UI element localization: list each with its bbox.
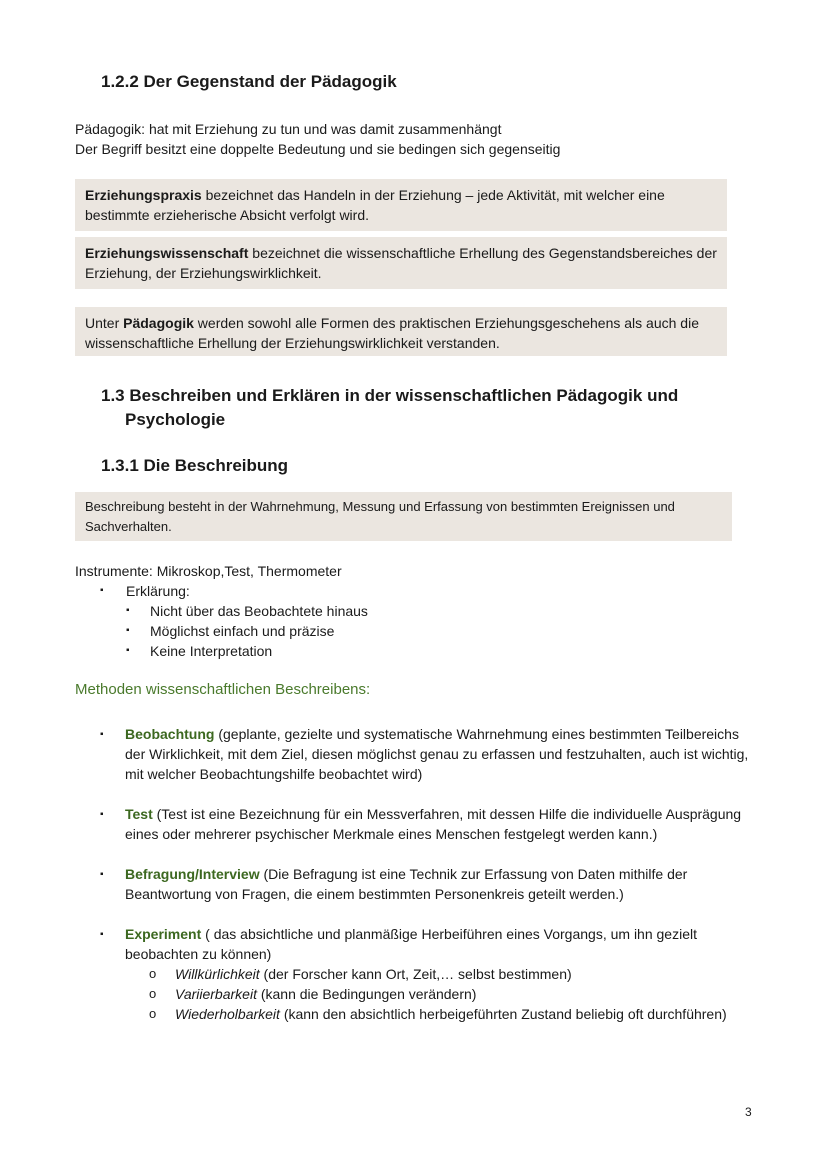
heading-1-3-1: 1.3.1 Die Beschreibung [101,456,289,475]
heading-1-2-2: 1.2.2 Der Gegenstand der Pädagogik [101,72,397,91]
square-bullet-icon: ▪ [100,869,104,880]
circle-bullet-icon: o [149,986,157,1001]
definition-box-erziehungswissenschaft [75,237,727,289]
method-text: (geplante, gezielte und systematische Wahrnehmung eines bestimmten Teilbereichs der Wirklichkeit, mit dem Ziel, diesen möglichst genau zu erfassen und festzuhalten, auch ist wichtig, mit welcher Beobachtungshilfe beobachtet wird) [125,726,749,782]
list-item: o Variierbarkeit (kann die Bedingungen verändern) [149,986,477,1002]
definition-text: bezeichnet die wissenschaftliche Erhellung des Gegenstandsbereiches der Erziehung, der Erziehungswirklichkeit. [85,245,717,281]
definition-prefix: Unter [85,315,124,331]
method-item-beobachtung [100,724,750,784]
square-bullet-icon: ▪ [100,809,104,820]
method-term: Beobachtung [125,726,215,742]
heading-1-3-line-2: Psychologie [125,410,226,429]
experiment-criteria-list [125,964,750,1024]
explanation-list [100,581,368,661]
square-bullet-icon: ▪ [126,605,130,616]
heading-1-3-line-1: 1.3 Beschreiben und Erklären in der wissenschaftlichen Pädagogik und [101,386,679,405]
term-paedagogik: Pädagogik [123,315,194,331]
definition-text: werden sowohl alle Formen des praktischen Erziehungsgeschehens als auch die wissenschaftliche Erhellung der Erziehungswirklichkeit verstanden. [85,315,699,351]
method-item-experiment [100,924,750,1024]
list-item: o Willkürlichkeit (der Forscher kann Ort, Zeit,… selbst bestimmen) [149,966,572,982]
circle-bullet-icon: o [149,966,157,981]
method-term: Experiment [125,926,202,942]
method-item-befragung [100,864,750,904]
method-term: Test [125,806,153,822]
intro-line-2: Der Begriff besitzt eine doppelte Bedeutung und sie bedingen sich gegenseitig [75,141,561,157]
list-item: o Wiederholbarkeit (kann den absichtlich herbeigeführten Zustand beliebig oft durchführen) [149,1006,727,1022]
list-item: ▪ Keine Interpretation [126,643,273,659]
method-text: ( das absichtliche und planmäßige Herbeiführen eines Vorgangs, um ihn gezielt beobachten zu können) [125,926,697,962]
definition-box-beschreibung: Beschreibung besteht in der Wahrnehmung, Messung und Erfassung von bestimmten Ereignissen und Sachverhalten. [75,492,732,541]
square-bullet-icon: ▪ [126,625,130,636]
explanation-label: Erklärung: [126,583,190,599]
term-erziehungswissenschaft: Erziehungswissenschaft [85,245,249,261]
square-bullet-icon: ▪ [126,645,130,656]
methods-list [100,724,750,1044]
square-bullet-icon: ▪ [100,929,104,940]
heading-1-3 [101,384,701,432]
definition-box-erziehungspraxis [75,179,727,231]
methods-heading: Methoden wissenschaftlichen Beschreibens: [75,681,371,698]
square-bullet-icon: ▪ [100,585,104,596]
circle-bullet-icon: o [149,1006,157,1021]
page-number: 3 [745,1105,752,1119]
square-bullet-icon: ▪ [100,729,104,740]
method-text: (Test ist eine Bezeichnung für ein Messverfahren, mit dessen Hilfe die individuelle Ausprägung eines oder mehrerer psychischer Merkmale eines Menschen festgelegt werden kann.) [125,806,742,842]
explanation-sublist [126,601,368,661]
list-item: ▪ Nicht über das Beobachtete hinaus [126,603,368,619]
method-term: Befragung/Interview [125,866,260,882]
method-text: (Die Befragung ist eine Technik zur Erfassung von Daten mithilfe der Beantwortung von Fragen, die einem bestimmten Personenkreis geteilt werden.) [125,866,688,902]
intro-paragraph [75,119,560,159]
definition-box-paedagogik [75,307,727,356]
list-item [100,581,368,661]
list-item: ▪ Möglichst einfach und präzise [126,623,335,639]
definition-text: bezeichnet das Handeln in der Erziehung – jede Aktivität, mit welcher eine bestimmte erzieherische Absicht verfolgt wird. [85,187,665,223]
instruments-line: Instrumente: Mikroskop,Test, Thermometer [75,563,342,579]
method-item-test [100,804,750,844]
term-erziehungspraxis: Erziehungspraxis [85,187,202,203]
intro-line-1: Pädagogik: hat mit Erziehung zu tun und was damit zusammenhängt [75,121,502,137]
